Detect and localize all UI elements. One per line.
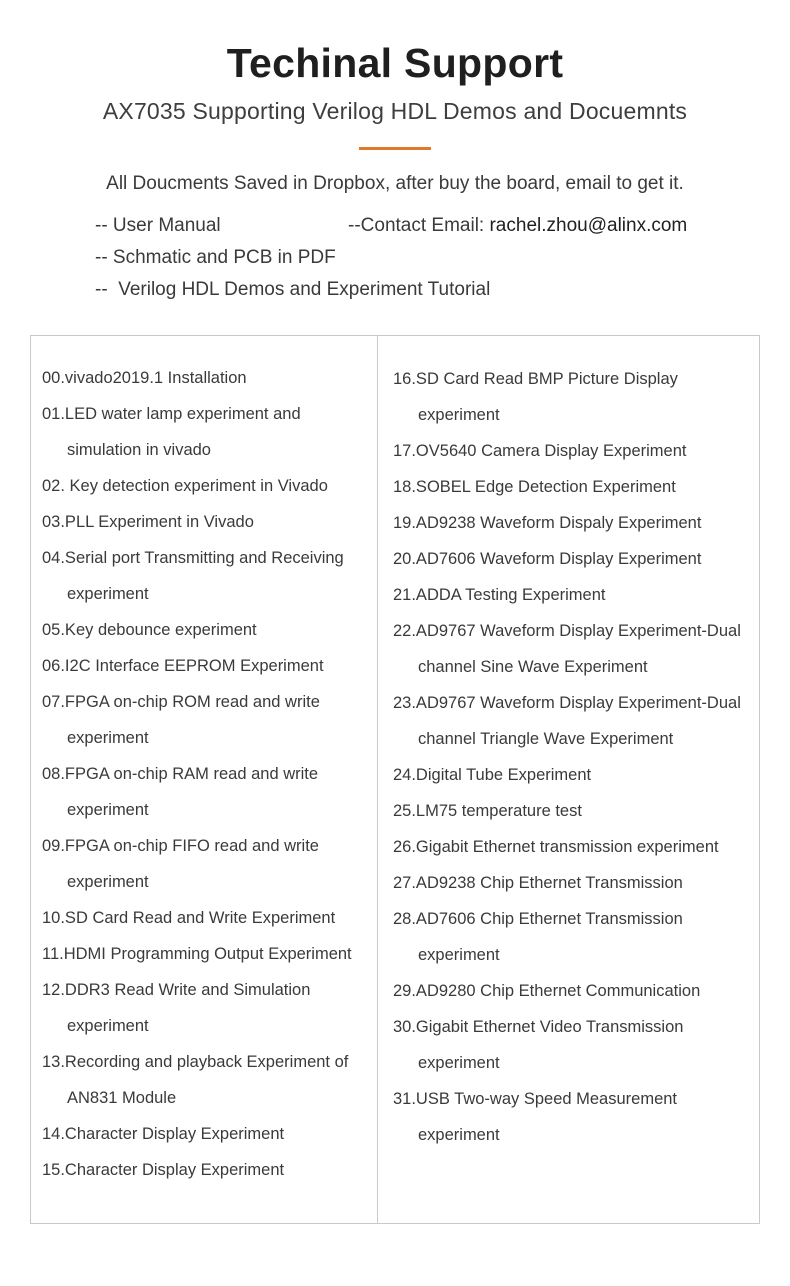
experiment-item-continuation: experiment	[67, 873, 149, 891]
experiment-item: 02. Key detection experiment in Vivado	[42, 477, 328, 495]
experiment-item: 11.HDMI Programming Output Experiment	[42, 945, 352, 963]
experiment-item-continuation: experiment	[418, 946, 500, 964]
experiment-item-continuation: experiment	[67, 585, 149, 603]
experiment-item-continuation: simulation in vivado	[67, 441, 211, 459]
experiment-item-continuation: channel Sine Wave Experiment	[418, 658, 648, 676]
experiment-item-continuation: experiment	[67, 729, 149, 747]
column-divider	[377, 336, 378, 1223]
experiment-item: 04.Serial port Transmitting and Receiving	[42, 549, 344, 567]
experiment-item: 26.Gigabit Ethernet transmission experiment	[393, 838, 719, 856]
experiment-item: 21.ADDA Testing Experiment	[393, 586, 606, 604]
experiment-item: 31.USB Two-way Speed Measurement	[393, 1090, 678, 1108]
experiment-item: 22.AD9767 Waveform Display Experiment-Dual	[393, 622, 741, 640]
document-item: -- User Manual	[95, 215, 221, 236]
experiment-item: 25.LM75 temperature test	[393, 802, 582, 820]
experiment-item: 01.LED water lamp experiment and	[42, 405, 301, 423]
contact-line	[348, 215, 687, 237]
contact-label: --Contact Email:	[348, 215, 490, 236]
experiment-item-continuation: experiment	[418, 1126, 500, 1144]
experiment-item: 03.PLL Experiment in Vivado	[42, 513, 254, 531]
experiment-item: 27.AD9238 Chip Ethernet Transmission	[393, 874, 683, 892]
experiment-item: 05.Key debounce experiment	[42, 621, 257, 639]
experiment-item: 29.AD9280 Chip Ethernet Communication	[393, 982, 701, 1000]
experiment-item: 20.AD7606 Waveform Display Experiment	[393, 550, 702, 568]
experiment-item-continuation: AN831 Module	[67, 1089, 177, 1107]
experiment-item-continuation: experiment	[67, 1017, 149, 1035]
experiment-item: 19.AD9238 Waveform Dispaly Experiment	[393, 514, 702, 532]
experiment-item: 30.Gigabit Ethernet Video Transmission	[393, 1018, 684, 1036]
title-divider	[359, 147, 431, 150]
experiment-item: 17.OV5640 Camera Display Experiment	[393, 442, 687, 460]
experiment-item: 06.I2C Interface EEPROM Experiment	[42, 657, 324, 675]
experiment-item: 00.vivado2019.1 Installation	[42, 369, 247, 387]
experiment-item: 08.FPGA on-chip RAM read and write	[42, 765, 319, 783]
contact-email[interactable]: rachel.zhou@alinx.com	[489, 215, 688, 236]
experiment-item: 14.Character Display Experiment	[42, 1125, 285, 1143]
experiment-item: 12.DDR3 Read Write and Simulation	[42, 981, 311, 999]
experiment-item: 15.Character Display Experiment	[42, 1161, 285, 1179]
experiment-item-continuation: experiment	[418, 1054, 500, 1072]
experiment-item: 24.Digital Tube Experiment	[393, 766, 592, 784]
experiment-item-continuation: channel Triangle Wave Experiment	[418, 730, 674, 748]
intro-text: All Doucments Saved in Dropbox, after buy the board, email to get it.	[106, 173, 684, 194]
experiment-item: 28.AD7606 Chip Ethernet Transmission	[393, 910, 683, 928]
page-title: Techinal Support	[226, 40, 564, 86]
experiment-item: 23.AD9767 Waveform Display Experiment-Dual	[393, 694, 741, 712]
experiment-item-continuation: experiment	[67, 801, 149, 819]
experiment-item: 13.Recording and playback Experiment of	[42, 1053, 349, 1071]
experiment-item: 10.SD Card Read and Write Experiment	[42, 909, 336, 927]
experiment-item: 18.SOBEL Edge Detection Experiment	[393, 478, 676, 496]
experiment-item: 09.FPGA on-chip FIFO read and write	[42, 837, 319, 855]
experiment-list-panel	[30, 335, 760, 1224]
document-item: -- Schmatic and PCB in PDF	[95, 247, 336, 268]
page-subtitle: AX7035 Supporting Verilog HDL Demos and Docuemnts	[102, 98, 688, 124]
experiment-item: 07.FPGA on-chip ROM read and write	[42, 693, 320, 711]
experiment-item: 16.SD Card Read BMP Picture Display	[393, 370, 678, 388]
document-item: -- Verilog HDL Demos and Experiment Tutorial	[95, 279, 491, 300]
experiment-item-continuation: experiment	[418, 406, 500, 424]
